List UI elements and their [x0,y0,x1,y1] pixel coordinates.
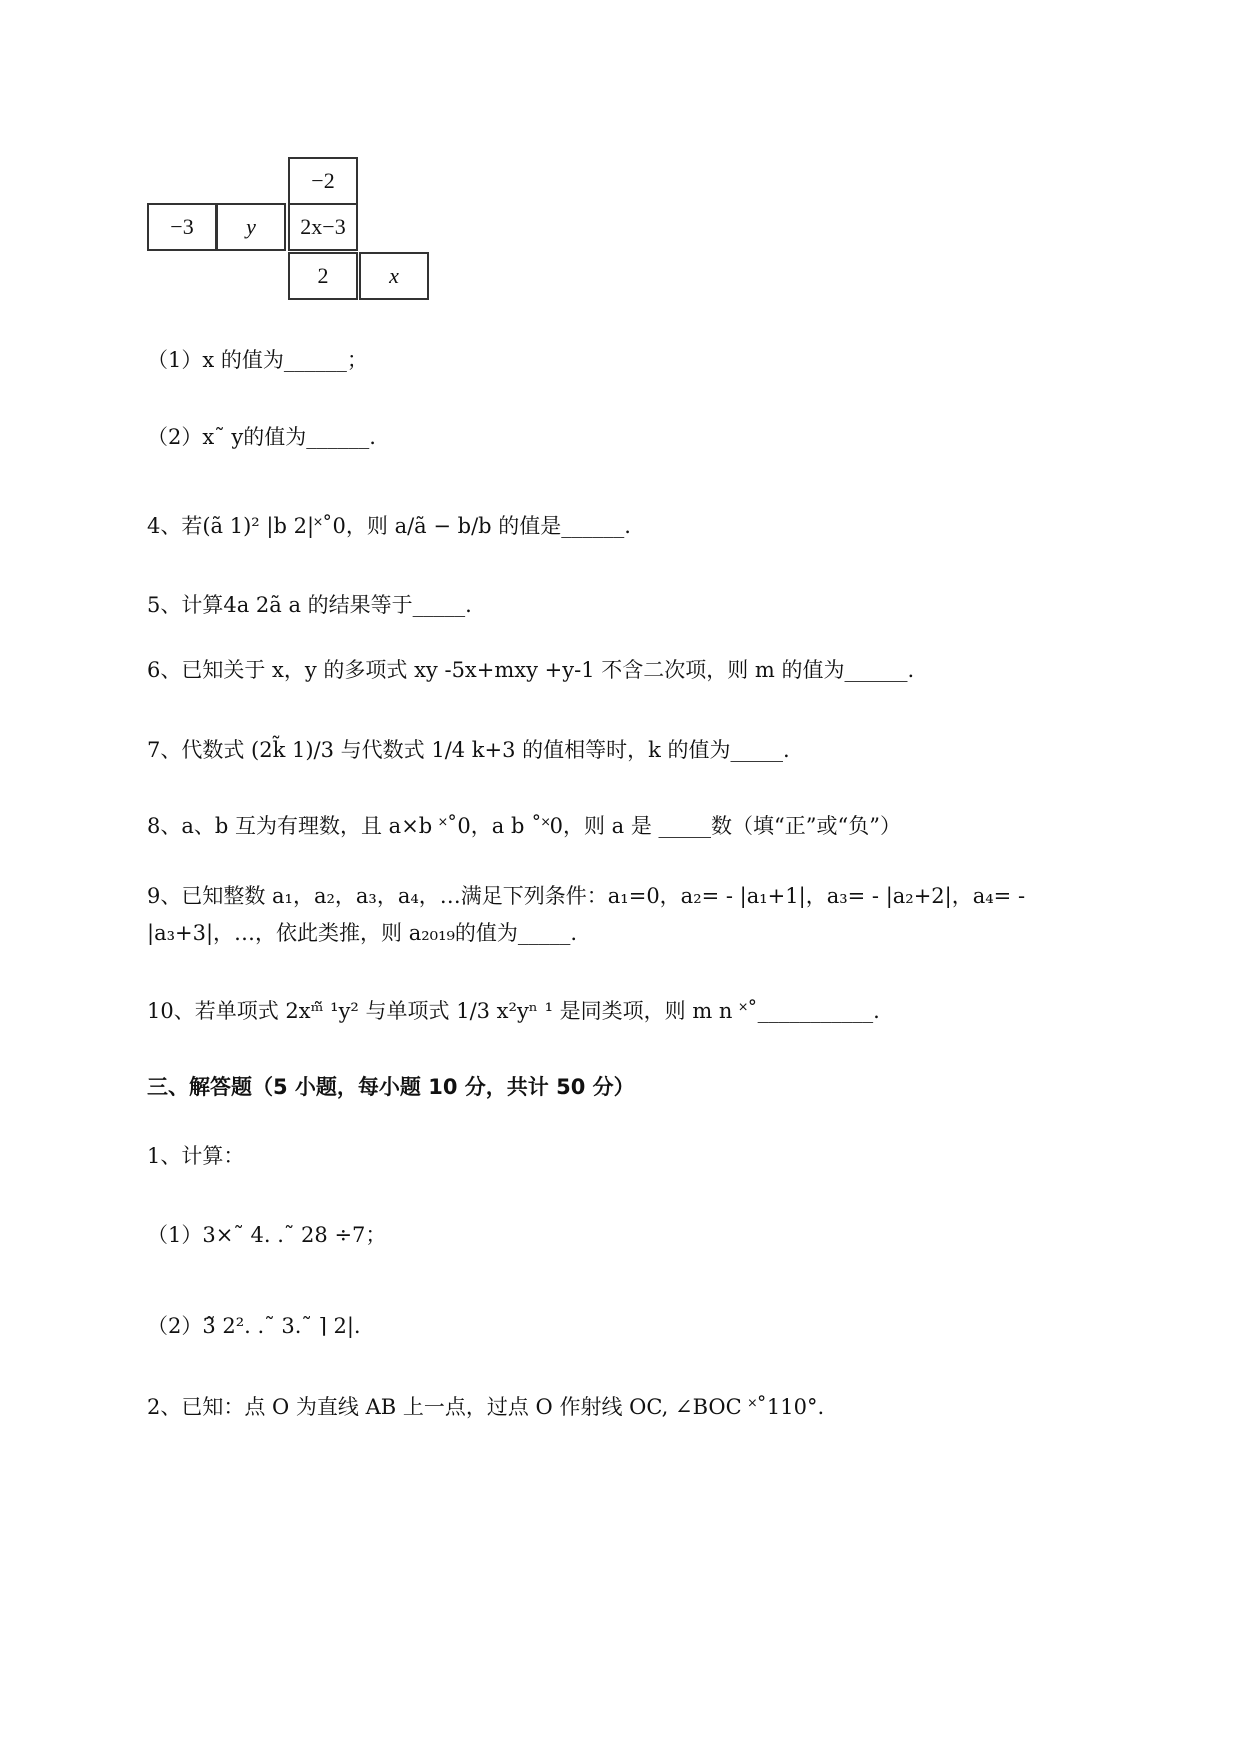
net-cell-y: y [216,203,286,251]
question-9-line-1: 9、已知整数 a₁，a₂，a₃，a₄，…满足下列条件：a₁=0，a₂= - |a₁+1|，a₃= - |a₂+2|，a₄= - [147,884,1026,908]
question-8: 8、a、b 互为有理数，且 a×b ˟˚0，a b ˚˟0，则 a 是 _____数（填“正”或“负”） [147,814,901,838]
net-cell-left: −3 [147,203,217,251]
net-cell-bottom: 2 [288,252,358,300]
question-9-line-2: |a₃+3|，…，依此类推，则 a₂₀₁₉的值为_____. [147,921,578,945]
net-cell-center: 2x−3 [288,203,358,251]
question-3-part-2: （2）x˜ y的值为______. [147,425,376,449]
question-6: 6、已知关于 x，y 的多项式 xy -5x+mxy +y-1 不含二次项，则 m 的值为______. [147,658,915,682]
answer-1-part-1: （1）3×˜ 4. .˜ 28 ÷7； [147,1223,387,1247]
answer-2: 2、已知：点 O 为直线 AB 上一点，过点 O 作射线 OC, ∠BOC ˟˚110°. [147,1395,825,1419]
net-cell-x: x [359,252,429,300]
answer-1-title: 1、计算： [147,1144,245,1168]
question-10: 10、若单项式 2xᵐ̃ ¹y² 与单项式 1/3 x²yⁿ ¹ 是同类项，则 m n ˟˚___________. [147,999,880,1023]
question-4: 4、若(ã 1)² |b 2|˟˚0，则 a/ã − b/b 的值是______. [147,514,631,538]
section-3-heading: 三、解答题（5 小题，每小题 10 分，共计 50 分） [147,1075,635,1099]
question-5: 5、计算4a 2ã a 的结果等于_____. [147,593,472,617]
question-3-part-1: （1）x 的值为______； [147,348,368,372]
net-cell-top: −2 [288,157,358,205]
cube-net-figure [147,157,433,309]
question-7: 7、代数式 (2k̃ 1)/3 与代数式 1/4 k+3 的值相等时，k 的值为_____. [147,738,790,762]
answer-1-part-2: （2）3̃ 2². .˜ 3.˜ ⌉ 2|. [147,1314,361,1338]
